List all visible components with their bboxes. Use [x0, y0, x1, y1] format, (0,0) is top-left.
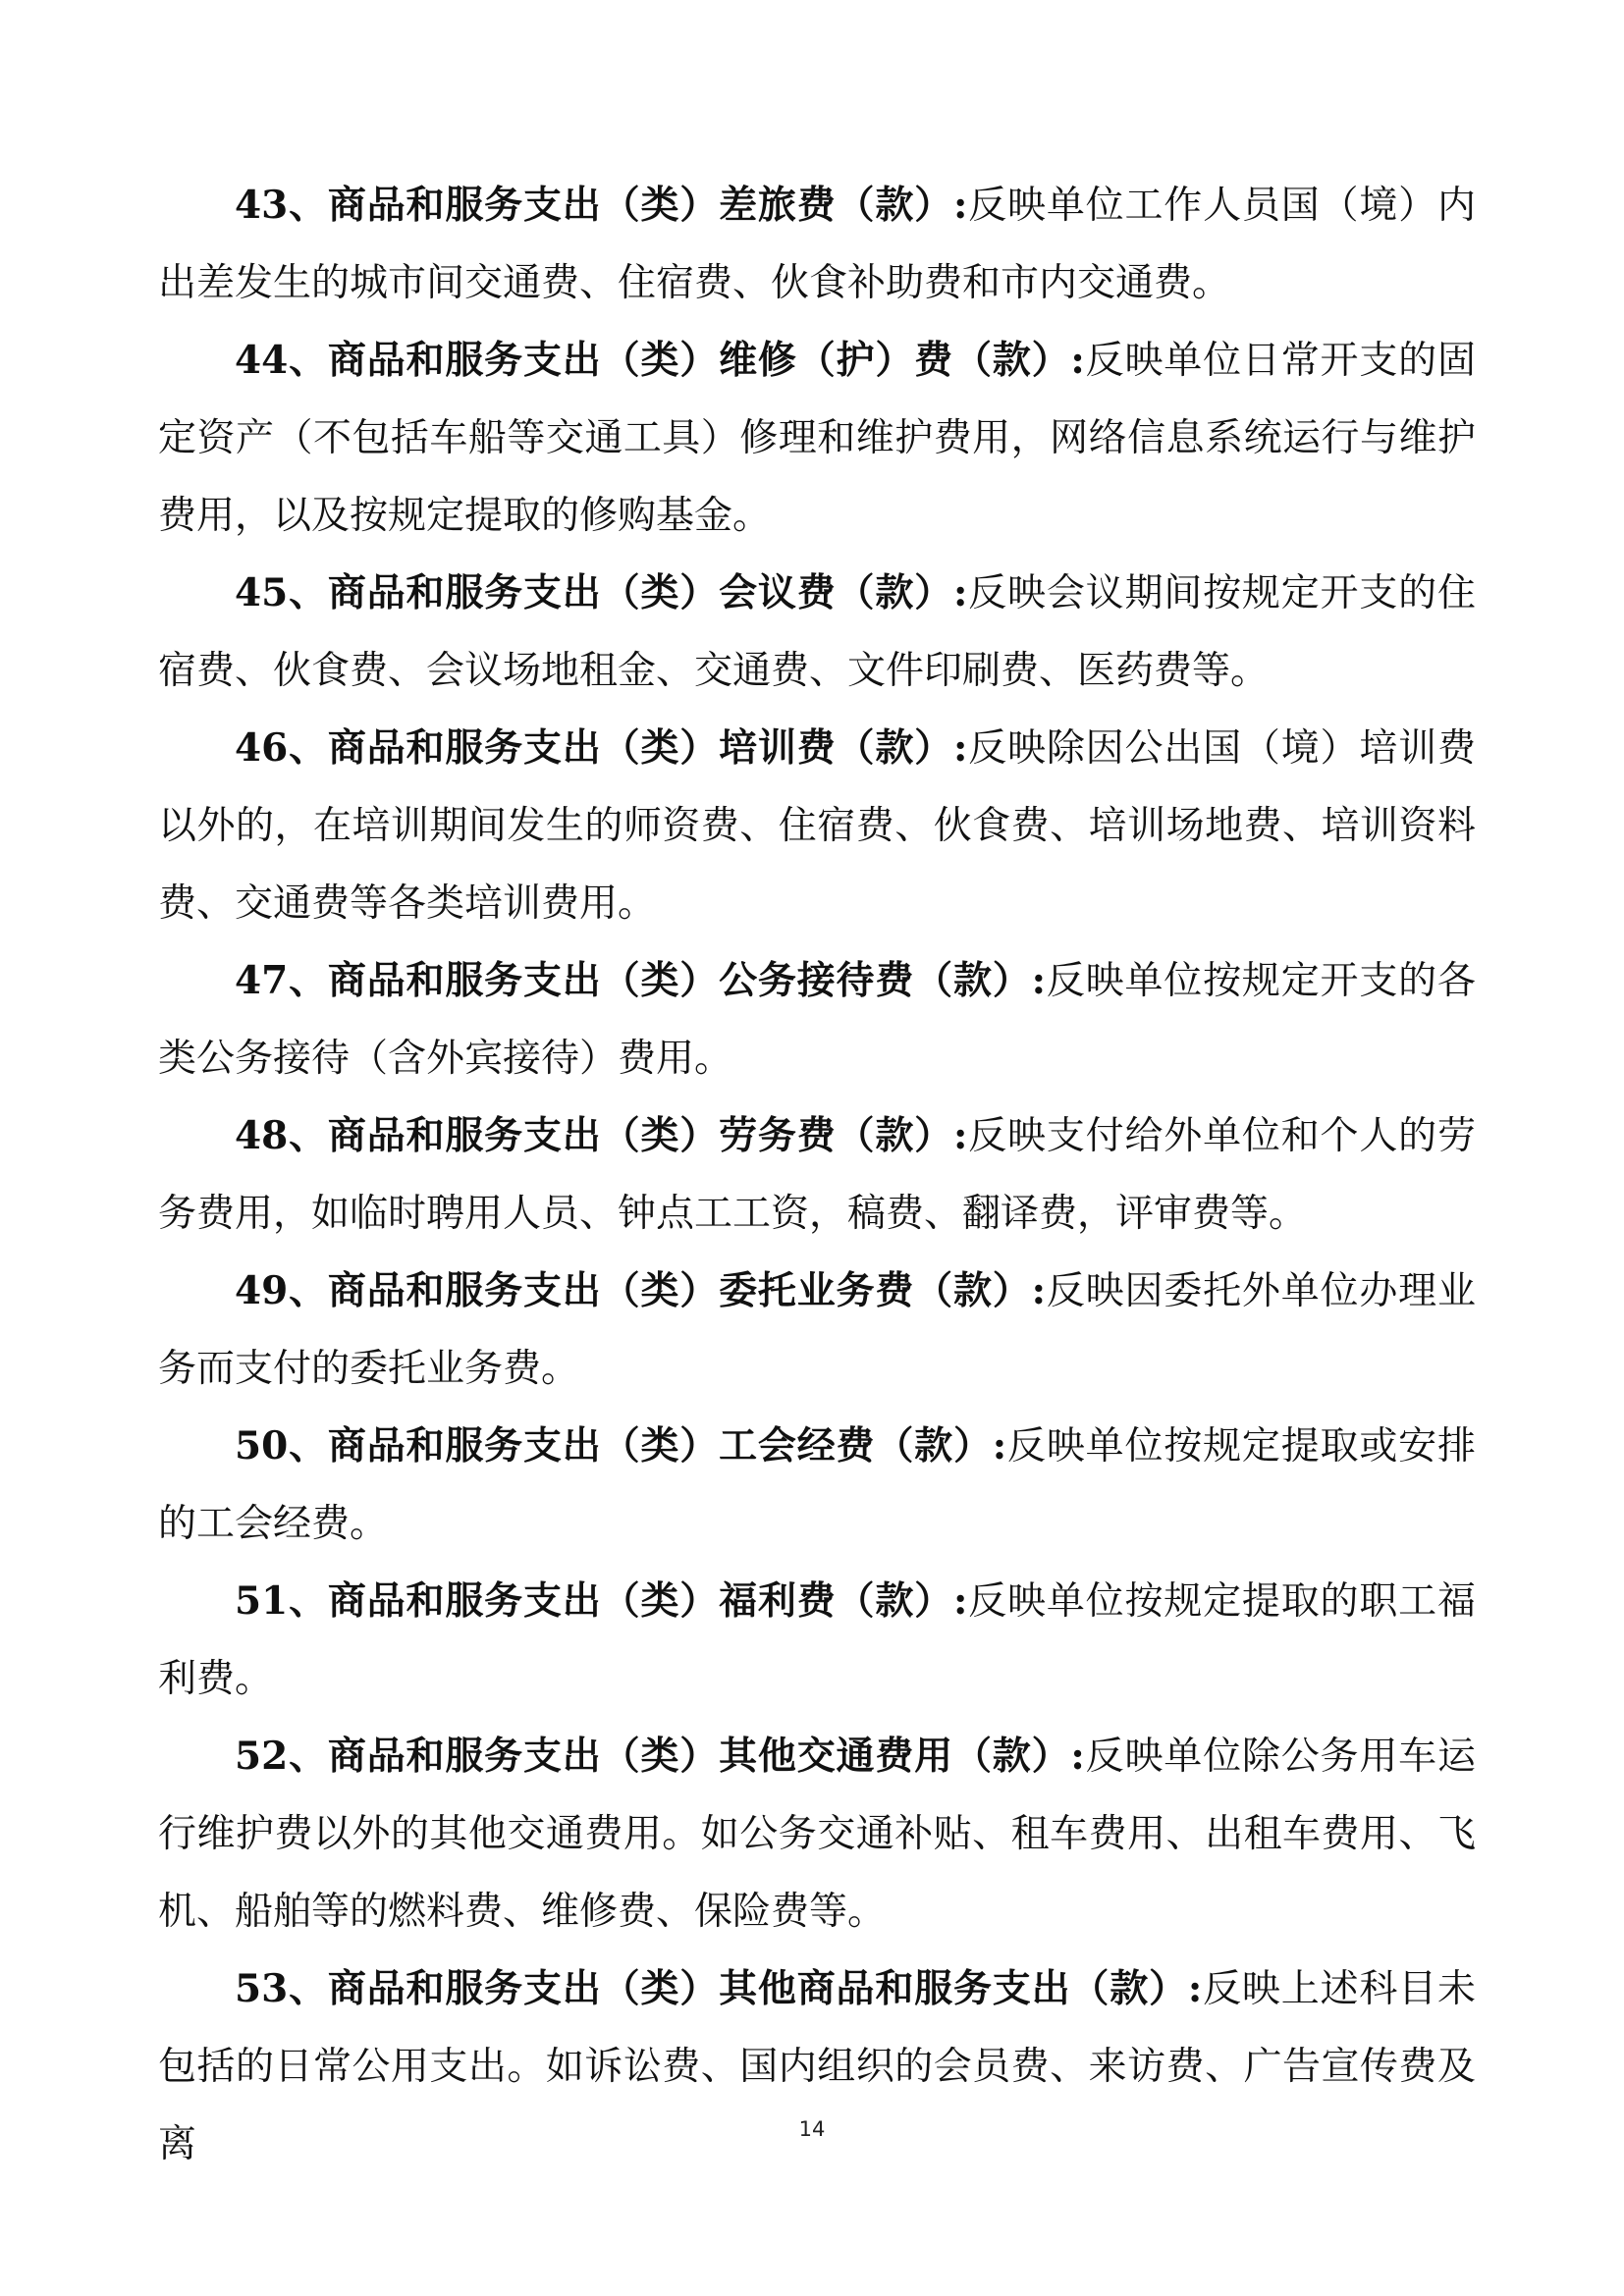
item-description: 反映单位按规定开支的各类公务接待（含外宾接待）费用。 [158, 959, 1476, 1081]
paragraph-item-46 [158, 710, 1476, 942]
item-description: 反映单位按规定提取的职工福利费。 [158, 1579, 1476, 1701]
item-heading: 43、商品和服务支出（类）差旅费（款）: [235, 183, 968, 228]
paragraph-item-45 [158, 555, 1476, 710]
item-description: 反映单位日常开支的固定资产（不包括车船等交通工具）修理和维护费用，网络信息系统运行与维护费用，以及按规定提取的修购基金。 [158, 339, 1476, 538]
item-heading: 44、商品和服务支出（类）维修（护）费（款）: [235, 338, 1085, 383]
paragraph-item-52 [158, 1718, 1476, 1950]
paragraph-item-53 [158, 1950, 1476, 2183]
item-description: 反映会议期间按规定开支的住宿费、伙食费、会议场地租金、交通费、文件印刷费、医药费等。 [158, 571, 1476, 693]
paragraph-item-51 [158, 1563, 1476, 1718]
item-heading: 46、商品和服务支出（类）培训费（款）: [235, 725, 968, 771]
paragraph-item-44 [158, 322, 1476, 555]
item-description: 反映单位按规定提取或安排的工会经费。 [158, 1424, 1476, 1546]
page-number: 14 [798, 2117, 826, 2141]
item-description: 反映上述科目未包括的日常公用支出。如诉讼费、国内组织的会员费、来访费、广告宣传费及离 [158, 1967, 1476, 2166]
paragraph-item-43 [158, 167, 1476, 322]
item-heading: 51、商品和服务支出（类）福利费（款）: [235, 1578, 968, 1624]
item-heading: 45、商品和服务支出（类）会议费（款）: [235, 570, 968, 615]
item-description: 反映支付给外单位和个人的劳务费用，如临时聘用人员、钟点工工资，稿费、翻译费，评审费等。 [158, 1114, 1476, 1236]
item-description: 反映单位工作人员国（境）内出差发生的城市间交通费、住宿费、伙食补助费和市内交通费。 [158, 184, 1476, 305]
document-body [158, 167, 1476, 2183]
item-heading: 48、商品和服务支出（类）劳务费（款）: [235, 1113, 968, 1158]
paragraph-item-49 [158, 1253, 1476, 1408]
paragraph-item-47 [158, 942, 1476, 1097]
item-heading: 52、商品和服务支出（类）其他交通费用（款）: [235, 1734, 1085, 1779]
item-heading: 53、商品和服务支出（类）其他商品和服务支出（款）: [235, 1966, 1203, 2011]
item-description: 反映单位除公务用车运行维护费以外的其他交通费用。如公务交通补贴、租车费用、出租车费用、飞机、船舶等的燃料费、维修费、保险费等。 [158, 1735, 1476, 1934]
item-description: 反映因委托外单位办理业务而支付的委托业务费。 [158, 1269, 1476, 1391]
item-heading: 47、商品和服务支出（类）公务接待费（款）: [235, 958, 1047, 1003]
paragraph-item-48 [158, 1097, 1476, 1253]
item-heading: 50、商品和服务支出（类）工会经费（款）: [235, 1423, 1007, 1468]
item-description: 反映除因公出国（境）培训费以外的，在培训期间发生的师资费、住宿费、伙食费、培训场地费、培训资料费、交通费等各类培训费用。 [158, 726, 1476, 926]
item-heading: 49、商品和服务支出（类）委托业务费（款）: [235, 1268, 1047, 1313]
paragraph-item-50 [158, 1408, 1476, 1563]
